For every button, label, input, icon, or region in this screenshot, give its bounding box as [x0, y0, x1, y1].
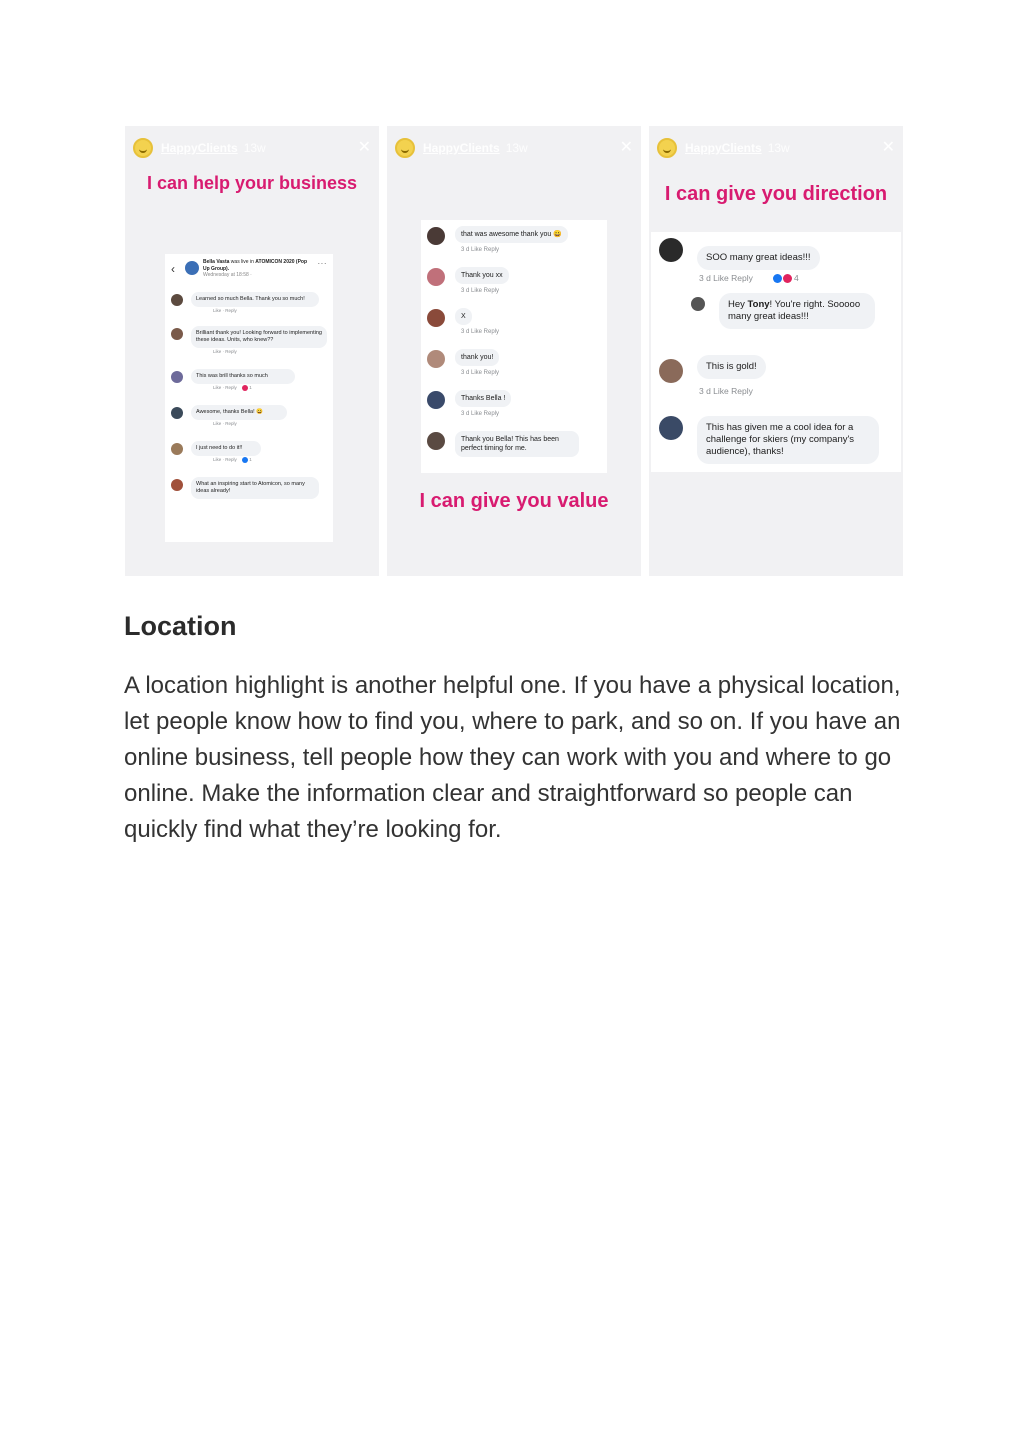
comment-actions: [213, 385, 333, 397]
commenter-avatar: [691, 297, 705, 311]
comment: [651, 232, 901, 270]
love-reaction-icon: [242, 385, 248, 391]
reaction-count: 1: [249, 457, 252, 463]
story-help-business: [125, 126, 379, 576]
comment-actions[interactable]: Like · Reply: [213, 421, 237, 426]
story-age: 13w: [243, 141, 266, 155]
story-header: [657, 138, 895, 158]
more-options-icon[interactable]: ···: [317, 259, 327, 268]
post-time: Wednesday at 18:58 ·: [203, 272, 252, 278]
comment-actions[interactable]: 3 d Like Reply: [461, 288, 500, 294]
comment-actions[interactable]: Like · Reply: [213, 349, 237, 354]
post-meta: [203, 259, 314, 279]
comment: [651, 416, 901, 464]
comment-actions[interactable]: 3 d Like Reply: [699, 386, 753, 396]
post-action: was live in: [230, 259, 254, 265]
comment: [421, 226, 607, 245]
comment-bubble: Awesome, thanks Bella! 😀: [191, 405, 287, 420]
comment: [421, 431, 607, 457]
commenter-avatar: [171, 407, 183, 419]
comment-bubble: SOO many great ideas!!!: [697, 246, 820, 270]
reactions: [773, 273, 798, 283]
section-heading: Location: [124, 611, 237, 641]
comments-panel: [421, 220, 607, 473]
close-icon[interactable]: ✕: [881, 139, 895, 156]
post-author[interactable]: Bella Vasta: [203, 259, 230, 265]
reply-text-end: ! You're right. Sooooo many great ideas!!!: [728, 299, 861, 322]
page-avatar: [185, 261, 199, 275]
story-header: [395, 138, 633, 158]
close-icon[interactable]: ✕: [357, 139, 371, 156]
commenter-avatar: [427, 432, 445, 450]
like-reaction-icon: [242, 457, 248, 463]
comment-bubble: Thank you xx: [455, 267, 509, 284]
comment-actions[interactable]: Like · Reply: [213, 308, 237, 313]
story-caption: I can help your business: [146, 173, 358, 193]
section-paragraph: A location highlight is another helpful one. If you have a physical location, let people know how to find you, where to park, and so on. If you have an online business, tell people how they can work with you and where to go online. Make the information clear and straightforward so people can quickly find what they’re looking for.: [124, 672, 901, 843]
comment-actions-label[interactable]: Like · Reply: [213, 457, 237, 463]
story-give-value: [387, 126, 641, 576]
comment-bubble: that was awesome thank you 😀: [455, 226, 568, 243]
reply-bubble: [719, 293, 875, 329]
comment: [165, 477, 333, 499]
comment-actions-label[interactable]: Like · Reply: [213, 385, 237, 391]
commenter-avatar: [171, 328, 183, 340]
commenter-avatar: [659, 416, 683, 440]
commenter-avatar: [171, 479, 183, 491]
comment-bubble: This is gold!: [697, 355, 766, 379]
comment: [165, 369, 333, 384]
comment-bubble: Brilliant thank you! Looking forward to implementing these ideas. Units, who knew??: [191, 326, 327, 348]
comment: [651, 351, 901, 383]
post-header: [165, 254, 333, 284]
comment: [421, 390, 607, 409]
story-caption: I can give you value: [419, 490, 609, 512]
comment-actions[interactable]: 3 d Like Reply: [461, 411, 500, 417]
comment: [421, 308, 607, 327]
comment-actions[interactable]: 3 d Like Reply: [461, 247, 500, 253]
story-handle[interactable]: HappyClients: [423, 141, 500, 155]
comment-actions[interactable]: 3 d Like Reply: [461, 370, 500, 376]
comment-actions-label[interactable]: 3 d Like Reply: [699, 273, 753, 283]
comment: [421, 267, 607, 286]
comment-bubble: This has given me a cool idea for a challenge for skiers (my company's audience), thanks!: [697, 416, 879, 464]
comment: [165, 441, 333, 456]
commenter-avatar: [171, 371, 183, 383]
comment-bubble: This was brill thanks so much: [191, 369, 295, 384]
comment-bubble: Learned so much Bella. Thank you so much!: [191, 292, 319, 307]
post-event[interactable]: ATOMICON 2020 (Pop Up Group).: [203, 259, 308, 272]
smiley-avatar-icon: [657, 138, 677, 158]
commenter-avatar: [427, 350, 445, 368]
comment-actions[interactable]: 3 d Like Reply: [461, 329, 500, 335]
comment-actions: [213, 457, 333, 469]
comment-bubble: Thanks Bella !: [455, 390, 511, 407]
comment: [165, 326, 333, 348]
comment: [421, 349, 607, 368]
commenter-avatar: [659, 359, 683, 383]
story-caption: I can give you direction: [664, 183, 888, 205]
comment: [165, 292, 333, 307]
story-handle[interactable]: HappyClients: [685, 141, 762, 155]
facebook-post: [165, 254, 333, 542]
commenter-avatar: [427, 391, 445, 409]
comment-bubble: X: [455, 308, 472, 325]
commenter-avatar: [427, 227, 445, 245]
story-age: 13w: [767, 141, 790, 155]
comment-actions: [699, 273, 901, 285]
mentioned-name[interactable]: Tony: [747, 299, 770, 310]
love-reaction-icon: [783, 274, 792, 283]
close-icon[interactable]: ✕: [619, 139, 633, 156]
story-handle[interactable]: HappyClients: [161, 141, 238, 155]
story-header: [133, 138, 371, 158]
reply-text-start: Hey: [728, 299, 748, 310]
story-give-direction: [649, 126, 903, 576]
reply: [651, 293, 901, 329]
comment-bubble: Thank you Bella! This has been perfect timing for me.: [455, 431, 579, 457]
comment-bubble: thank you!: [455, 349, 499, 366]
comments-panel: [651, 232, 901, 472]
story-screenshots: [125, 126, 903, 576]
commenter-avatar: [427, 268, 445, 286]
smiley-avatar-icon: [133, 138, 153, 158]
reaction-count: 4: [794, 273, 799, 283]
comment-bubble: I just need to do it!!: [191, 441, 261, 456]
comment-bubble: What an inspiring start to Atomicon, so many ideas already!: [191, 477, 319, 499]
comment: [165, 405, 333, 420]
commenter-avatar: [427, 309, 445, 327]
reaction-count: 1: [249, 385, 252, 391]
story-age: 13w: [505, 141, 528, 155]
smiley-avatar-icon: [395, 138, 415, 158]
back-arrow-icon[interactable]: ‹: [171, 262, 175, 276]
commenter-avatar: [171, 443, 183, 455]
commenter-avatar: [659, 238, 683, 262]
like-reaction-icon: [773, 274, 782, 283]
commenter-avatar: [171, 294, 183, 306]
